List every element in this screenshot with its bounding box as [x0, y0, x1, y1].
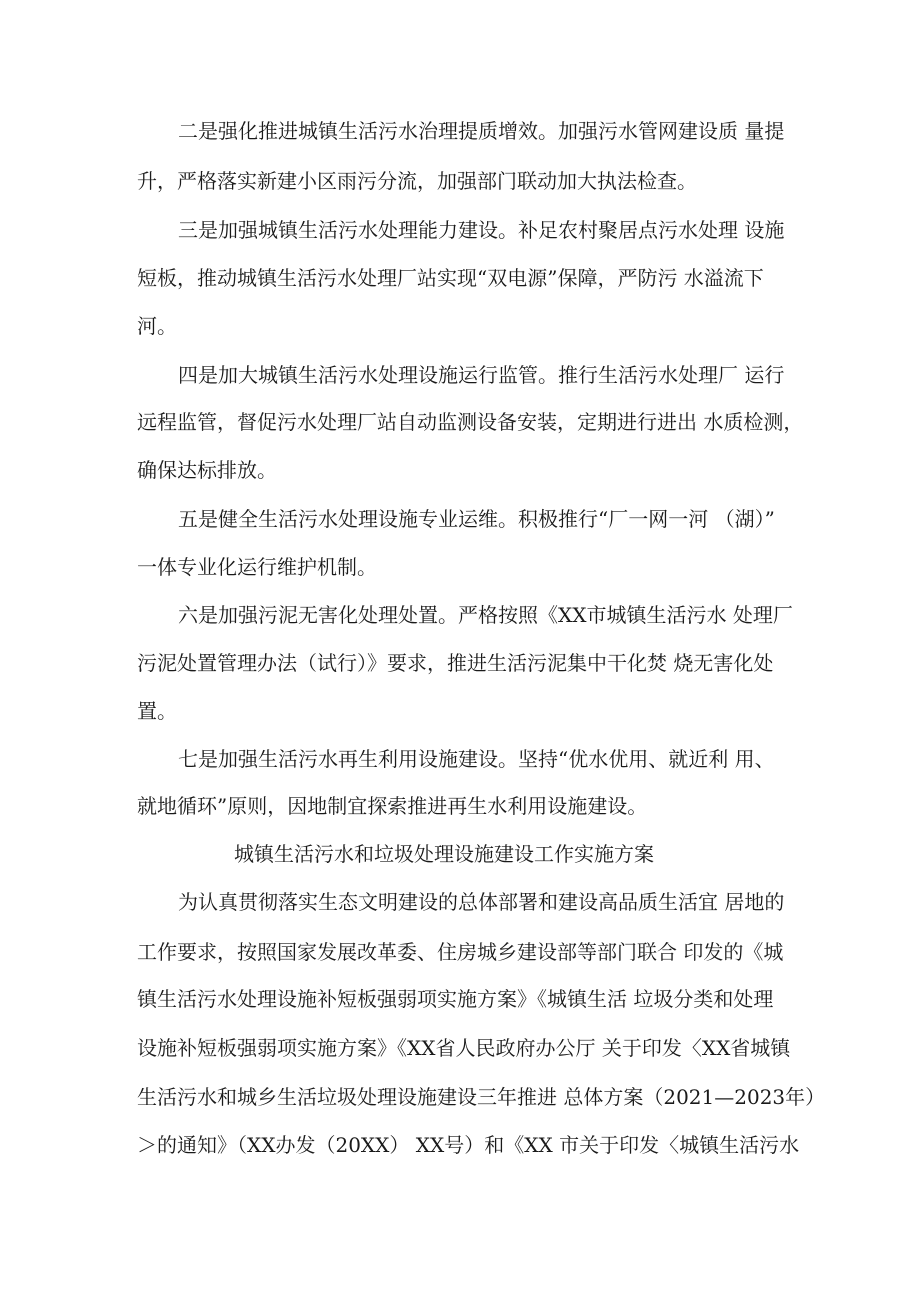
paragraph-4-line-1: 四是加大城镇生活污水处理设施运行监管。推行生活污水处理厂 运行	[178, 363, 785, 387]
paragraph-3-line-2: 短板，推动城镇生活污水处理厂站实现“双电源”保障，严防污 水溢流下	[137, 266, 764, 290]
paragraph-6-line-2: 污泥处置管理办法（试行）》要求，推进生活污泥集中干化焚 烧无害化处	[137, 651, 774, 675]
intro-paragraph-line-6: ＞的通知》（XX办发（20XX） XX号）和《XX 市关于印发〈城镇生活污水	[137, 1133, 800, 1157]
intro-paragraph-line-1: 为认真贯彻落实生态文明建设的总体部署和建设高品质生活宜 居地的	[178, 890, 785, 914]
intro-paragraph-line-5: 生活污水和城乡生活垃圾处理设施建设三年推进 总体方案（2021—2023年）	[137, 1085, 826, 1109]
paragraph-5-line-2: 一体专业化运行维护机制。	[137, 555, 377, 579]
paragraph-4-line-2: 远程监管，督促污水处理厂站自动监测设备安装，定期进行进出 水质检测，	[137, 410, 804, 434]
paragraph-6-line-1: 六是加强污泥无害化处理处置。严格按照《XX市城镇生活污水 处理厂	[178, 603, 793, 627]
section-title: 城镇生活污水和垃圾处理设施建设工作实施方案	[234, 842, 654, 866]
paragraph-5-line-1: 五是健全生活污水处理设施专业运维。积极推行“厂一网一河 （湖）”	[178, 507, 775, 531]
paragraph-7-line-2: 就地循环”原则，因地制宜探索推进再生水利用设施建设。	[137, 794, 648, 818]
paragraph-3-line-1: 三是加强城镇生活污水处理能力建设。补足农村聚居点污水处理 设施	[178, 218, 785, 242]
intro-paragraph-line-3: 镇生活污水处理设施补短板强弱项实施方案》《城镇生活 垃圾分类和处理	[137, 987, 774, 1011]
intro-paragraph-line-4: 设施补短板强弱项实施方案》《XX省人民政府办公厅 关于印发〈XX省城镇	[137, 1036, 791, 1060]
paragraph-2-line-1: 二是强化推进城镇生活污水治理提质增效。加强污水管网建设质 量提	[178, 119, 785, 143]
paragraph-3-line-3: 河。	[137, 314, 177, 338]
paragraph-6-line-3: 置。	[137, 699, 177, 723]
paragraph-7-line-1: 七是加强生活污水再生利用设施建设。坚持“优水优用、就近利 用、	[178, 747, 775, 771]
intro-paragraph-line-2: 工作要求，按照国家发展改革委、住房城乡建设部等部门联合 印发的《城	[137, 940, 784, 964]
paragraph-4-line-3: 确保达标排放。	[137, 458, 277, 482]
paragraph-2-line-2: 升，严格落实新建小区雨污分流，加强部门联动加大执法检查。	[137, 169, 697, 193]
